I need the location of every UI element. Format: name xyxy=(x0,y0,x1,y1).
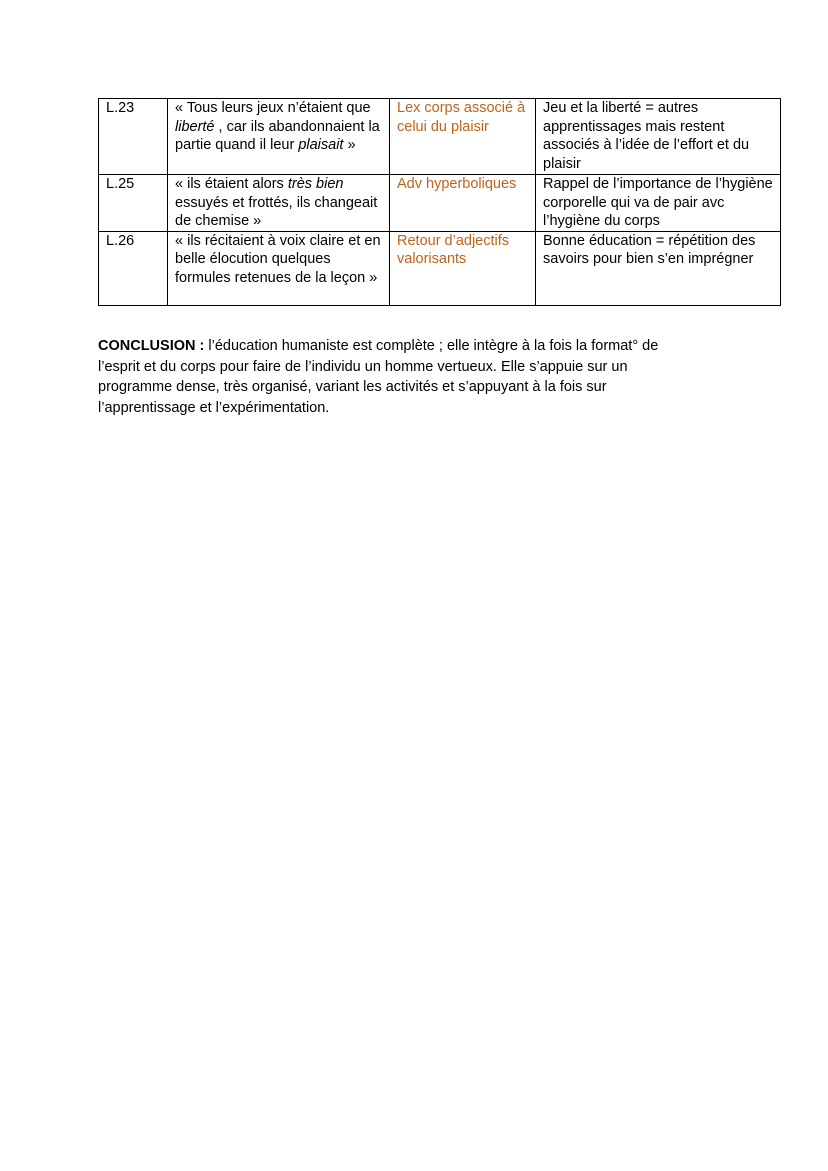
quote-italic-text: très bien xyxy=(287,176,344,192)
quote-text: essuyés et frottés, ils changeait de chemise » xyxy=(175,194,378,230)
interpretation-cell: Bonne éducation = répétition des savoirs pour bien s’en imprégner xyxy=(536,231,781,305)
quote-text: « ils étaient alors xyxy=(175,176,288,192)
table-row xyxy=(99,99,781,175)
quote-text: » xyxy=(343,137,356,154)
quote-cell xyxy=(168,175,390,232)
conclusion-paragraph xyxy=(98,336,698,418)
line-ref: L.23 xyxy=(99,99,168,175)
procede-cell: Lex corps associé à celui du plaisir xyxy=(390,99,536,175)
table-row xyxy=(99,175,781,232)
quote-cell xyxy=(168,99,390,175)
quote-text: « Tous leurs jeux n’étaient que xyxy=(175,100,371,116)
conclusion-label: CONCLUSION : xyxy=(98,338,205,354)
interpretation-cell: Rappel de l’importance de l’hygiène corporelle qui va de pair avc l’hygiène du corps xyxy=(536,175,781,232)
quote-text: , car ils abandonnaient la partie quand il leur xyxy=(175,118,380,154)
line-ref: L.25 xyxy=(99,175,168,232)
analysis-table xyxy=(98,98,781,306)
quote-text: « ils récitaient à voix claire et en belle élocution quelques formules retenues de la leçon » xyxy=(175,232,381,286)
line-ref: L.26 xyxy=(99,231,168,305)
quote-cell xyxy=(168,231,390,305)
procede-cell: Adv hyperboliques xyxy=(390,175,536,232)
table-row xyxy=(99,231,781,305)
procede-cell: Retour d’adjectifs valorisants xyxy=(390,231,536,305)
quote-italic-text: liberté xyxy=(175,118,215,135)
quote-italic-text: plaisait xyxy=(298,137,344,154)
interpretation-cell: Jeu et la liberté = autres apprentissages mais restent associés à l’idée de l’effort et du plaisir xyxy=(536,99,781,175)
conclusion-text: l’éducation humaniste est complète ; elle intègre à la fois la format° de l’esprit et du corps pour faire de l’individu un homme vertueux. Elle s’appuie sur un programme dense, très organisé, variant les activités et s’appuyant à la fois sur l’apprentissage et l’expérimentation. xyxy=(98,338,659,416)
